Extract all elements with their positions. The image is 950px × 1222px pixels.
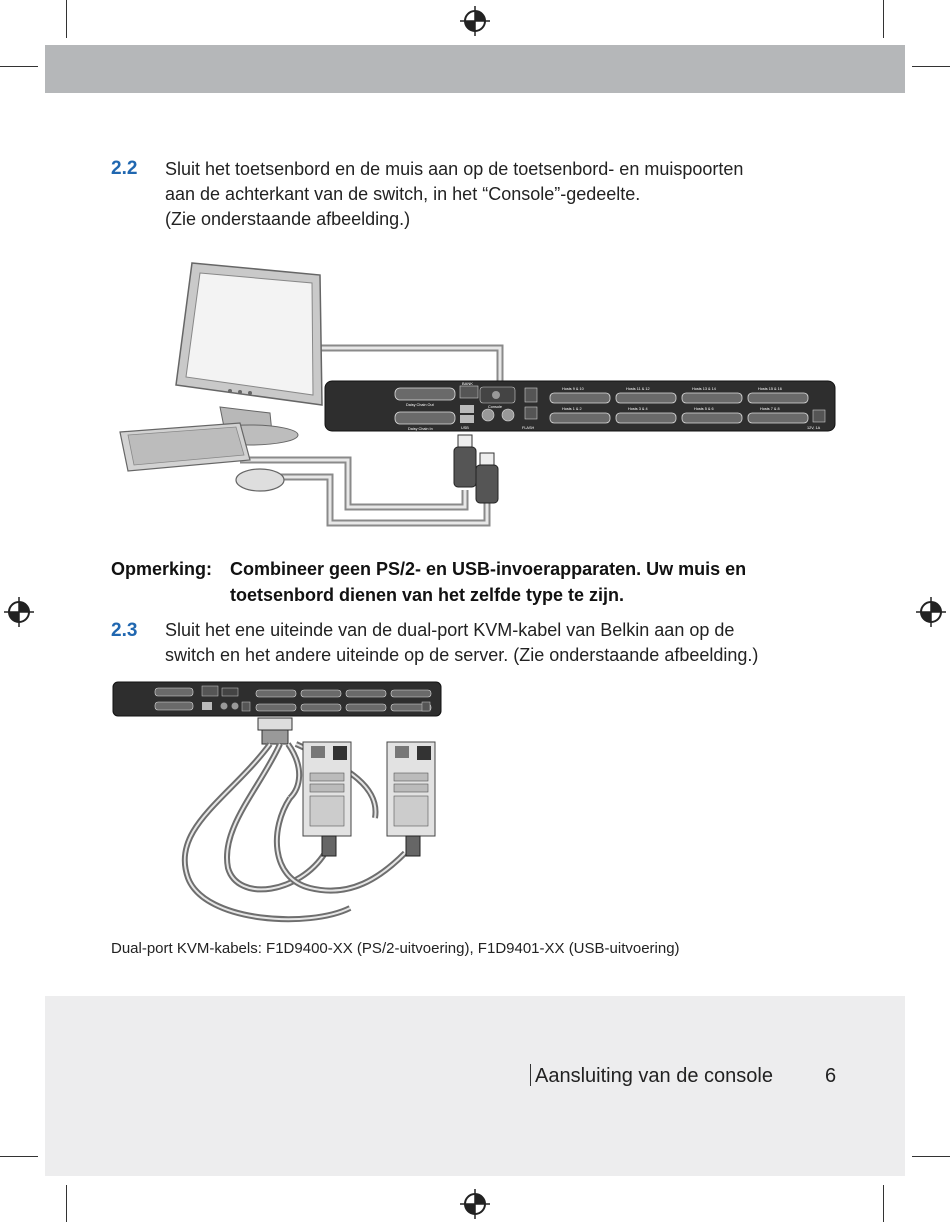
flash-label: FLASH — [522, 426, 535, 430]
keyboard-icon — [120, 423, 250, 471]
step-number: 2.3 — [111, 620, 138, 641]
footer-section-title: Aansluiting van de console — [535, 1065, 773, 1087]
note-line: toetsenbord dienen van het zelfde type te zijn. — [230, 585, 625, 605]
step-line: (Zie onderstaande afbeelding.) — [165, 209, 411, 229]
hosts-label: Hosts 5 & 6 — [694, 407, 714, 411]
step-line: Sluit het ene uiteinde van de dual-port KVM-kabel van Belkin aan op de — [165, 620, 735, 640]
note-label: Opmerking: — [111, 559, 213, 579]
hosts-label: Hosts 11 & 12 — [626, 387, 650, 391]
step-text — [165, 618, 865, 668]
crop-mark — [883, 1185, 884, 1222]
server-connection-figure — [110, 678, 450, 933]
crop-mark — [912, 66, 950, 67]
server-tower-icon — [387, 742, 435, 856]
step-line: switch en het andere uiteinde op de server. (Zie onderstaande afbeelding.) — [165, 645, 759, 665]
mouse-icon — [236, 469, 284, 491]
console-label: Console — [488, 405, 502, 409]
crop-mark — [0, 66, 38, 67]
crop-mark — [0, 1156, 38, 1157]
usb-plug-icon — [454, 435, 498, 503]
page-number: 6 — [825, 1065, 837, 1087]
hosts-label: Hosts 1 & 2 — [562, 407, 582, 411]
footer-band — [45, 996, 905, 1176]
daisy-out-label: Daisy Chain Out — [406, 403, 434, 407]
step-text — [165, 157, 865, 232]
hosts-label: Hosts 15 & 16 — [758, 387, 782, 391]
registration-mark-icon — [915, 596, 947, 628]
registration-mark-icon — [3, 596, 35, 628]
header-band — [45, 45, 905, 93]
daisy-in-label: Daisy Chain In — [408, 427, 433, 431]
power-label: 12V, 1A — [807, 426, 821, 430]
crop-mark — [912, 1156, 950, 1157]
crop-mark — [66, 1185, 67, 1222]
crop-mark — [883, 0, 884, 38]
hosts-label: Hosts 7 & 8 — [760, 407, 780, 411]
note-line: Combineer geen PS/2- en USB-invoerapparaten. Uw muis en — [230, 559, 747, 579]
footer-divider — [530, 1064, 531, 1086]
usb-label: USB — [461, 426, 469, 430]
step-number: 2.2 — [111, 158, 138, 179]
kvm-switch-icon — [325, 381, 835, 431]
console-connection-figure — [110, 255, 840, 535]
registration-mark-icon — [459, 1188, 491, 1220]
figure-caption: Dual-port KVM-kabels: F1D9400-XX (PS/2-uitvoering), F1D9401-XX (USB-uitvoering) — [111, 940, 680, 957]
step-line: Sluit het toetsenbord en de muis aan op de toetsenbord- en muispoorten — [165, 159, 744, 179]
hosts-label: Hosts 13 & 14 — [692, 387, 716, 391]
monitor-icon — [176, 263, 322, 445]
hosts-label: Hosts 3 & 4 — [628, 407, 648, 411]
hosts-label: Hosts 9 & 10 — [562, 387, 584, 391]
registration-mark-icon — [459, 5, 491, 37]
crop-mark — [66, 0, 67, 38]
step-line: aan de achterkant van de switch, in het “Console”-gedeelte. — [165, 184, 641, 204]
server-tower-icon — [303, 742, 351, 856]
bank-label: BANK — [462, 381, 473, 386]
